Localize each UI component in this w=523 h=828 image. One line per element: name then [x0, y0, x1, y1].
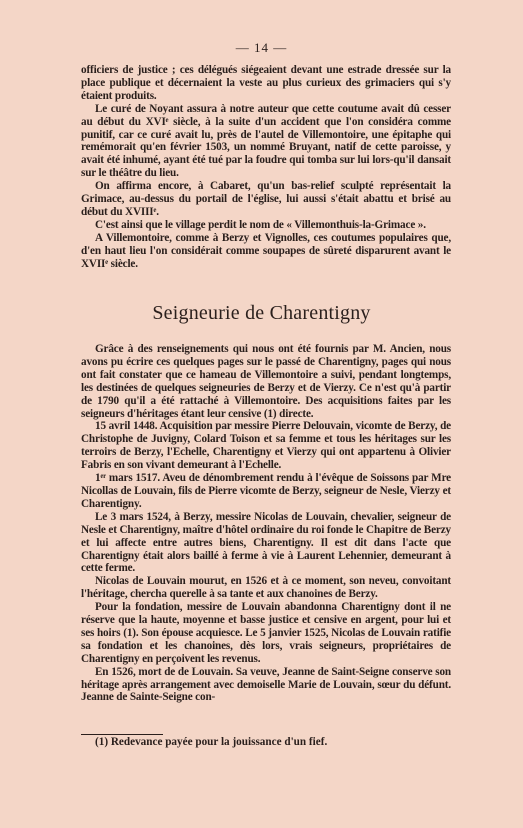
- paragraph: En 1526, mort de de Louvain. Sa veuve, Jeanne de Saint-Seigne conserve son héritage après arrangement avec demoiselle Marie de Louvain, sœur du défunt. Jeanne de Sainte-Seigne con-: [81, 665, 451, 704]
- paragraph: A Villemontoire, comme à Berzy et Vignolles, ces coutumes populaires que, d'en haut lieu l'on considérait comme soupapes de sûreté disparurent avant le XVIIᵉ siècle.: [81, 231, 451, 270]
- paragraph: 15 avril 1448. Acquisition par messire Pierre Delouvain, vicomte de Berzy, de Christophe de Juvigny, Colard Toison et sa femme et tous les héritages sur les terroirs de Berzy, l'Echelle, Charentigny et Vierzy qui ont appartenu à Olivier Fabris en son vivant demeurant à l'Echelle.: [81, 420, 451, 472]
- paragraph: On affirma encore, à Cabaret, qu'un bas-relief sculpté représentait la Grimace, au-dessus du portail de l'église, lui aussi s'était abattu et brisé au début du XVIIIᵉ.: [81, 180, 451, 218]
- paragraph: Grâce à des renseignements qui nous ont été fournis par M. Ancien, nous avons pu écrire ces quelques pages sur le passé de Charentigny, pages qui nous ont fait constater que ce hameau de Villemontoire a suivi, pendant longtemps, les destinées de quelques seigneuries de Berzy et de Vierzy. Ce n'est qu'à partir de 1790 qu'il a été rattaché à Villemontoire. Des acquisitions faites par les seigneurs d'héritages étant leur censive (1) directe.: [81, 343, 451, 420]
- intro-text-block: [81, 64, 451, 271]
- section-text-block: [81, 343, 451, 704]
- paragraph: C'est ainsi que le village perdit le nom de « Villemonthuis-la-Grimace ».: [95, 218, 426, 231]
- page-number: — 14 —: [235, 40, 288, 55]
- paragraph: Le 3 mars 1524, à Berzy, messire Nicolas de Louvain, chevalier, seigneur de Nesle et Charentigny, maître d'hôtel ordinaire du roi fonde le Chapitre de Berzy et lui affecte entre autres biens, Charentigny. Il est dit dans l'acte que Charentigny était alors baillé à ferme à vie à Laurent Lehennier, demeurant à cette ferme.: [81, 510, 451, 575]
- paragraph: Pour la fondation, messire de Louvain abandonna Charentigny dont il ne réserve que la haute, moyenne et basse justice et censive en argent, pour lui et ses hoirs (1). Son épouse acquiesce. Le 5 janvier 1525, Nicolas de Louvain ratifie sa fondation et les chanoines, dès lors, vrais seigneurs, propriétaires de Charentigny en perçoivent les revenus.: [81, 601, 451, 665]
- paragraph: Le curé de Noyant assura à notre auteur que cette coutume avait dû cesser au début du XVIᵉ siècle, à la suite d'un accident que l'on considéra comme punitif, car ce curé avait lu, près de l'autel de Villemontoire, une épitaphe qui remémorait qu'en février 1503, un nommé Bruyant, natif de cette paroisse, y avait été inhumé, ayant été tué par la foudre qui tomba sur lui lors-qu'il dansait sur le théâtre du lieu.: [81, 102, 451, 180]
- footnote-divider: [81, 734, 163, 735]
- paragraph: Nicolas de Louvain mourut, en 1526 et à ce moment, son neveu, convoitant l'héritage, chercha querelle à sa tante et aux chanoines de Berzy.: [81, 575, 451, 601]
- paragraph: officiers de justice ; ces délégués siégeaient devant une estrade dressée sur la place publique et décernaient la veste au plus curieux des grimaciers qui s'y étaient produits.: [81, 64, 451, 102]
- footnote: (1) Redevance payée pour la jouissance d'un fief.: [95, 736, 328, 748]
- section-title: Seigneurie de Charentigny: [152, 302, 371, 324]
- paragraph: 1ᵉʳ mars 1517. Aveu de dénombrement rendu à l'évêque de Soissons par Mre Nicollas de Louvain, fils de Pierre vicomte de Berzy, seigneur de Nesle, Vierzy et Charentigny.: [81, 472, 451, 510]
